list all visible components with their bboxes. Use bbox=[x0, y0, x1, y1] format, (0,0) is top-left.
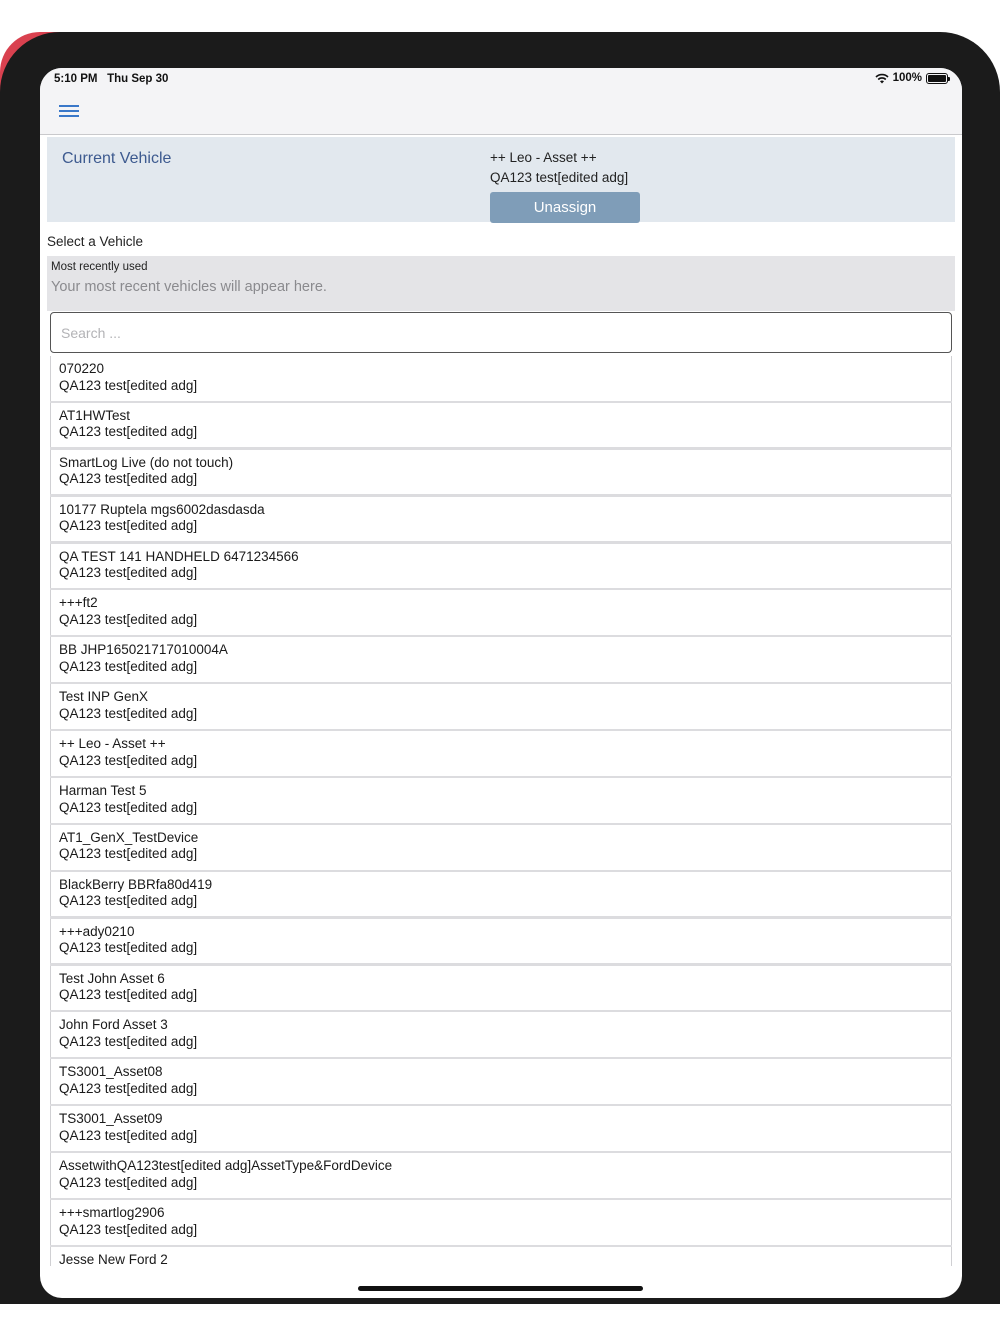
vehicle-group: QA123 test[edited adg] bbox=[59, 1080, 198, 1096]
vehicle-list-item[interactable] bbox=[50, 966, 952, 1011]
current-vehicle-name: ++ Leo - Asset ++ bbox=[490, 150, 597, 165]
select-vehicle-heading: Select a Vehicle bbox=[47, 234, 144, 249]
vehicle-group: QA123 test[edited adg] bbox=[59, 518, 198, 534]
vehicle-group: QA123 test[edited adg] bbox=[59, 611, 198, 627]
vehicle-list-item[interactable] bbox=[50, 1200, 952, 1245]
vehicle-group: QA123 test[edited adg] bbox=[59, 565, 198, 581]
current-vehicle-group: QA123 test[edited adg] bbox=[490, 170, 629, 185]
vehicle-list-item[interactable] bbox=[50, 919, 952, 964]
vehicle-group: QA123 test[edited adg] bbox=[59, 705, 198, 721]
vehicle-name: Jesse New Ford 2 bbox=[59, 1251, 168, 1266]
vehicle-group: QA123 test[edited adg] bbox=[59, 424, 198, 440]
vehicle-list-item[interactable] bbox=[50, 1012, 952, 1057]
home-indicator bbox=[358, 1286, 643, 1291]
recent-vehicles-title: Most recently used bbox=[51, 261, 148, 273]
vehicle-name: AT1_GenX_TestDevice bbox=[59, 829, 199, 845]
vehicle-group: QA123 test[edited adg] bbox=[59, 987, 198, 1003]
vehicle-list-item[interactable] bbox=[50, 450, 952, 495]
vehicle-name: BlackBerry BBRfa80d419 bbox=[59, 876, 213, 892]
battery-icon bbox=[926, 73, 948, 84]
status-date: Thu Sep 30 bbox=[107, 73, 169, 85]
current-vehicle-label: Current Vehicle bbox=[62, 150, 172, 167]
vehicle-group: QA123 test[edited adg] bbox=[59, 1127, 198, 1143]
vehicle-list-item[interactable] bbox=[50, 1153, 952, 1198]
recent-vehicles-panel bbox=[47, 256, 955, 311]
hamburger-menu-icon[interactable] bbox=[59, 105, 81, 121]
status-clock: 5:10 PM bbox=[54, 73, 98, 85]
vehicle-list-item[interactable] bbox=[50, 356, 952, 401]
current-vehicle-panel bbox=[47, 137, 955, 222]
vehicle-group: QA123 test[edited adg] bbox=[59, 1221, 198, 1237]
vehicle-list-item[interactable] bbox=[50, 637, 952, 682]
wifi-icon bbox=[875, 73, 889, 84]
vehicle-group: QA123 test[edited adg] bbox=[59, 658, 198, 674]
vehicle-name: SmartLog Live (do not touch) bbox=[59, 454, 234, 470]
unassign-button[interactable]: Unassign bbox=[490, 192, 640, 223]
vehicle-group: QA123 test[edited adg] bbox=[59, 893, 198, 909]
vehicle-name: BB JHP165021717010004A bbox=[59, 642, 228, 658]
recent-vehicles-empty-message: Your most recent vehicles will appear here. bbox=[51, 279, 327, 295]
vehicle-group: QA123 test[edited adg] bbox=[59, 846, 198, 862]
vehicle-name: 070220 bbox=[59, 361, 105, 376]
vehicle-name: +++ft2 bbox=[59, 595, 98, 611]
status-indicators bbox=[875, 72, 948, 84]
vehicle-list-item[interactable] bbox=[50, 403, 952, 448]
vehicle-list-item[interactable] bbox=[50, 497, 952, 542]
vehicle-name: +++ady0210 bbox=[59, 923, 135, 939]
vehicle-list-item[interactable] bbox=[50, 684, 952, 729]
vehicle-group: QA123 test[edited adg] bbox=[59, 799, 198, 815]
vehicle-name: 10177 Ruptela mgs6002dasdasda bbox=[59, 501, 265, 517]
nav-bar bbox=[40, 92, 962, 135]
vehicle-list-item[interactable] bbox=[50, 1247, 952, 1266]
vehicle-group: QA123 test[edited adg] bbox=[59, 471, 198, 487]
vehicle-list-item[interactable] bbox=[50, 872, 952, 917]
vehicle-name: AT1HWTest bbox=[59, 407, 131, 423]
vehicle-name: Test John Asset 6 bbox=[59, 970, 165, 986]
search-input[interactable] bbox=[50, 312, 952, 353]
vehicle-name: QA TEST 141 HANDHELD 6471234566 bbox=[59, 548, 299, 564]
vehicle-name: Test INP GenX bbox=[59, 689, 149, 705]
vehicle-group: QA123 test[edited adg] bbox=[59, 752, 198, 768]
vehicle-list-item[interactable] bbox=[50, 731, 952, 776]
vehicle-name: TS3001_Asset08 bbox=[59, 1064, 163, 1080]
app-screen bbox=[40, 68, 962, 1298]
vehicle-list-item[interactable] bbox=[50, 778, 952, 823]
vehicle-group: QA123 test[edited adg] bbox=[59, 1174, 198, 1190]
vehicle-list-item[interactable] bbox=[50, 590, 952, 635]
status-time bbox=[54, 73, 168, 85]
vehicle-name: TS3001_Asset09 bbox=[59, 1111, 163, 1127]
vehicle-list-item[interactable] bbox=[50, 825, 952, 870]
vehicle-list-item[interactable] bbox=[50, 1106, 952, 1151]
vehicle-name: +++smartlog2906 bbox=[59, 1205, 165, 1221]
vehicle-group: QA123 test[edited adg] bbox=[59, 377, 198, 393]
vehicle-name: Harman Test 5 bbox=[59, 783, 147, 799]
vehicle-group: QA123 test[edited adg] bbox=[59, 1033, 198, 1049]
vehicle-list-item[interactable] bbox=[50, 1059, 952, 1104]
vehicle-group: QA123 test[edited adg] bbox=[59, 940, 198, 956]
battery-percent: 100% bbox=[892, 72, 922, 84]
vehicle-name: John Ford Asset 3 bbox=[59, 1017, 168, 1033]
vehicle-name: ++ Leo - Asset ++ bbox=[59, 736, 166, 752]
vehicle-list[interactable] bbox=[50, 356, 952, 1266]
status-bar bbox=[40, 68, 962, 92]
vehicle-list-item[interactable] bbox=[50, 544, 952, 589]
vehicle-name: AssetwithQA123test[edited adg]AssetType&FordDevice bbox=[59, 1158, 393, 1174]
